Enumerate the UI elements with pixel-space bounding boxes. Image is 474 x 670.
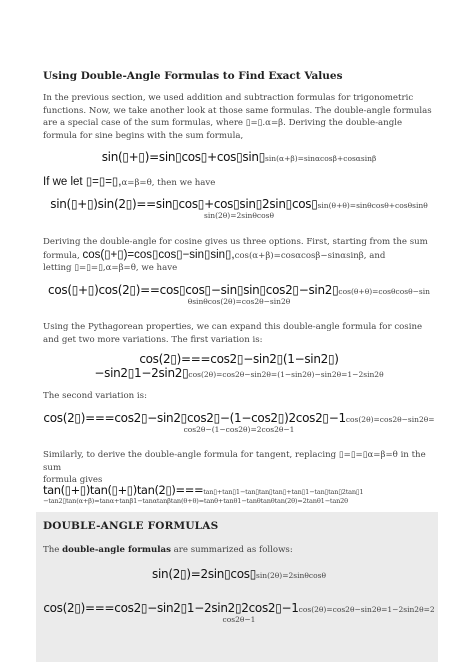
formula-alt: cos(2θ)=cos2θ−sin2θ=1−2sin2θ=2: [298, 605, 435, 614]
equation-alt: cos(2θ)=cos2θ−sin2θ=: [345, 415, 435, 424]
paragraph-intro: [43, 92, 435, 142]
equation-line2: θsinθcos(2θ)=cos2θ−sin2θ: [187, 297, 291, 306]
tangent-text-tail: α=β=θ in the sum: [43, 450, 426, 473]
equation-alt: cos(θ+θ)=cosθcosθ−sin: [338, 287, 430, 296]
cos-options-formula-label: formula,: [43, 250, 80, 261]
equation-sum-sine: [43, 150, 435, 164]
formula-double-sine: [43, 567, 435, 581]
box-intro: [43, 545, 293, 555]
formula-alt: sin(2θ)=2sinθcosθ: [256, 571, 326, 580]
equation-alt: sin(θ+θ)=sinθcosθ+cosθsinθ: [317, 201, 428, 210]
equation-main: tan(▯+▯)tan(▯+▯)tan(2▯)===: [43, 483, 204, 497]
box-intro-bold: double-angle formulas: [62, 545, 171, 555]
equation-line1: cos(2▯)===cos2▯−sin2▯(1−sin2▯): [139, 352, 339, 366]
equation-line2: −tan2▯tan(α+β)=tanα+tanβ1−tanαtanβtan(θ+θ)=tanθ+tanθ1−tanθtanθtan(2θ)=2tanθ1−tan2θ: [43, 497, 348, 505]
equation-line2: cos2θ−(1−cos2θ)=2cos2θ−1: [183, 425, 295, 434]
equation-line2: sin(2θ)=2sinθcosθ: [204, 211, 274, 220]
formula-main: cos(2▯)===cos2▯−sin2▯1−2sin2▯2cos2▯−1: [43, 601, 299, 615]
equation-tangent: [43, 483, 438, 505]
cos-options-letting-tail: α=β=θ, we have: [105, 263, 178, 274]
paragraph-tangent: [43, 449, 435, 487]
equation-double-sine: [43, 197, 435, 220]
paragraph-pythagorean: Using the Pythagorean properties, we can expand this double-angle formula for cosine and get two more variations. The first variation is:: [43, 322, 423, 345]
equation-double-cosine: [43, 283, 435, 306]
formula-line2: cos2θ−1: [222, 615, 256, 624]
equation-main: sin(▯+▯)sin(2▯)==sin▯cos▯+cos▯sin▯2sin▯cos▯: [50, 197, 318, 211]
let-text-tail: α=β=θ, then we have: [121, 178, 216, 188]
formula-main: sin(2▯)=2sin▯cos▯: [152, 567, 257, 581]
equation-main: sin(▯+▯)=sin▯cos▯+cos▯sin▯: [101, 150, 266, 164]
equation-main: cos(▯+▯)cos(2▯)==cos▯cos▯−sin▯sin▯cos2▯−sin2▯: [48, 283, 339, 297]
cos-options-line1: Deriving the double-angle for cosine gives us three options. First, starting from the sum: [43, 237, 428, 247]
intro-text-tail: α=β. Deriving the double-angle formula for sine begins with the sum formula,: [43, 118, 403, 141]
equation-main: cos(2▯)===cos2▯−sin2▯cos2▯−(1−cos2▯)2cos2▯−1: [43, 411, 346, 425]
intro-text: In the previous section, we used addition and subtraction formulas for trigonometric functions. Now, we take another look at those same formulas. The double-angle formulas are a special case of the sum formulas, where ▯=▯.: [43, 93, 432, 129]
equation-line2: −sin2▯1−2sin2▯: [94, 366, 189, 380]
box-title: DOUBLE-ANGLE FORMULAS: [43, 520, 219, 532]
cos-options-letting: letting ▯=▯=▯,: [43, 263, 106, 274]
equation-first-variation: [43, 352, 435, 382]
cos-options-formula: cos(▯+▯)=cos▯cos▯−sin▯sin▯,: [82, 248, 235, 261]
equation-alt: tan▯+tan▯1−tan▯tan▯tan▯+tan▯1−tan▯tan▯2tan▯1: [203, 488, 364, 496]
formula-double-cosine: [43, 601, 435, 624]
paragraph-cosine-options: [43, 236, 435, 275]
cos-options-formula-alt: cos(α+β)=cosαcosβ−sinαsinβ, and: [234, 250, 386, 261]
let-text: If we let ▯=▯=▯,: [43, 176, 122, 188]
equation-line2-alt: cos(2θ)=cos2θ−sin2θ=(1−sin2θ)−sin2θ=1−2sin2θ: [188, 370, 384, 379]
equation-alt: sin(α+β)=sinαcosβ+cosαsinβ: [265, 154, 377, 163]
formula-box: [36, 512, 438, 662]
paragraph-second-variation: The second variation is:: [43, 391, 147, 401]
paragraph-let: [43, 176, 435, 190]
box-intro-post: are summarized as follows:: [173, 545, 293, 555]
tangent-text-line2: formula gives: [43, 475, 103, 486]
equation-second-variation: [43, 411, 435, 434]
tangent-text: Similarly, to derive the double-angle formula for tangent, replacing ▯=▯=▯: [43, 450, 368, 460]
box-intro-pre: The: [43, 545, 60, 555]
section-heading: Using Double-Angle Formulas to Find Exact Values: [43, 70, 343, 82]
